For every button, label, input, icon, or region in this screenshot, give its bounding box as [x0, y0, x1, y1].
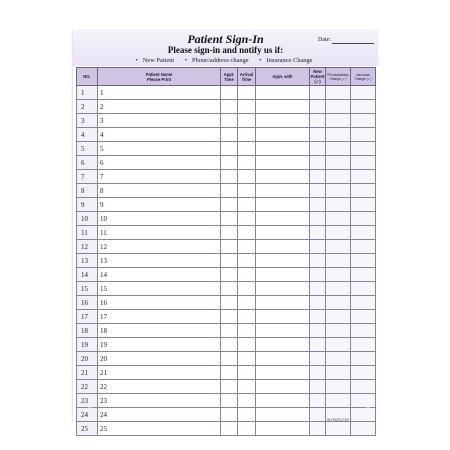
arrival-time-cell[interactable] — [238, 394, 256, 408]
appt-with-cell[interactable] — [256, 170, 310, 184]
arrival-time-cell[interactable] — [238, 408, 256, 422]
appt-time-cell[interactable] — [221, 114, 238, 128]
new-patient-check-cell[interactable] — [310, 142, 326, 156]
insurance-change-check-cell[interactable] — [351, 114, 376, 128]
new-patient-check-cell[interactable] — [310, 324, 326, 338]
appt-time-cell[interactable] — [221, 156, 238, 170]
insurance-change-check-cell[interactable] — [351, 408, 376, 422]
appt-time-cell[interactable] — [221, 310, 238, 324]
row-number: 21 — [77, 366, 98, 380]
arrival-time-cell[interactable] — [238, 114, 256, 128]
new-patient-check-cell[interactable] — [310, 128, 326, 142]
appt-time-cell[interactable] — [221, 268, 238, 282]
phone-change-check-cell[interactable] — [326, 338, 351, 352]
appt-with-cell[interactable] — [256, 198, 310, 212]
phone-change-check-cell[interactable] — [326, 310, 351, 324]
patient-name-cell[interactable]: 2 — [98, 100, 221, 114]
new-patient-check-cell[interactable] — [310, 100, 326, 114]
appt-with-cell[interactable] — [256, 254, 310, 268]
date-line — [332, 43, 374, 44]
col-header-new-patient: New Patient (✓) — [310, 69, 325, 84]
insurance-change-check-cell[interactable] — [351, 338, 376, 352]
table-row — [77, 86, 376, 100]
appt-time-cell[interactable] — [221, 170, 238, 184]
patient-name-cell[interactable]: 24 — [98, 408, 221, 422]
row-number: 19 — [77, 338, 98, 352]
appt-with-cell[interactable] — [256, 226, 310, 240]
phone-change-check-cell[interactable] — [326, 296, 351, 310]
form-title: Patient Sign-In — [187, 32, 264, 46]
arrival-time-cell[interactable] — [238, 170, 256, 184]
appt-with-cell[interactable] — [256, 324, 310, 338]
table-row — [77, 380, 376, 394]
patient-name-cell[interactable]: 18 — [98, 324, 221, 338]
appt-time-cell[interactable] — [221, 324, 238, 338]
appt-with-cell[interactable] — [256, 282, 310, 296]
row-number: 24 — [77, 408, 98, 422]
phone-change-check-cell[interactable] — [326, 142, 351, 156]
appt-with-cell[interactable] — [256, 338, 310, 352]
appt-with-cell[interactable] — [256, 184, 310, 198]
reason-list — [73, 57, 378, 64]
new-patient-check-cell[interactable] — [310, 408, 326, 422]
row-number: 20 — [77, 352, 98, 366]
new-patient-check-cell[interactable] — [310, 268, 326, 282]
insurance-change-check-cell[interactable] — [351, 352, 376, 366]
insurance-change-check-cell[interactable] — [351, 366, 376, 380]
arrival-time-cell[interactable] — [238, 352, 256, 366]
phone-change-check-cell[interactable] — [326, 324, 351, 338]
patient-name-cell[interactable]: 23 — [98, 394, 221, 408]
insurance-change-check-cell[interactable] — [351, 254, 376, 268]
arrival-time-cell[interactable] — [238, 366, 256, 380]
new-patient-check-cell[interactable] — [310, 212, 326, 226]
insurance-change-check-cell[interactable] — [351, 86, 376, 100]
table-row — [77, 296, 376, 310]
patient-name-cell[interactable]: 7 — [98, 170, 221, 184]
patient-name-cell[interactable]: 12 — [98, 240, 221, 254]
insurance-change-check-cell[interactable] — [351, 310, 376, 324]
phone-change-check-cell[interactable] — [326, 198, 351, 212]
row-number: 15 — [77, 282, 98, 296]
arrival-time-cell[interactable] — [238, 380, 256, 394]
col-header-insurance-change: Insurance Change (✓) — [351, 68, 376, 86]
new-patient-check-cell[interactable] — [310, 380, 326, 394]
appt-time-cell[interactable] — [221, 212, 238, 226]
appt-with-cell[interactable] — [256, 310, 310, 324]
col-header-no: NO. — [77, 68, 98, 86]
appt-time-cell[interactable] — [221, 240, 238, 254]
row-number: 5 — [77, 142, 98, 156]
phone-change-check-cell[interactable] — [326, 268, 351, 282]
row-number: 12 — [77, 240, 98, 254]
appt-with-cell[interactable] — [256, 268, 310, 282]
form-subtitle: Please sign-in and notify us if: — [167, 45, 284, 55]
arrival-time-cell[interactable] — [238, 212, 256, 226]
appt-time-cell[interactable] — [221, 296, 238, 310]
date-label: Date: — [318, 37, 331, 43]
arrival-time-cell[interactable] — [238, 282, 256, 296]
appt-with-cell[interactable] — [256, 380, 310, 394]
phone-change-check-cell[interactable] — [326, 170, 351, 184]
patient-name-cell[interactable]: 22 — [98, 380, 221, 394]
row-number: 9 — [77, 198, 98, 212]
patient-name-cell[interactable]: 21 — [98, 366, 221, 380]
row-number: 23 — [77, 394, 98, 408]
phone-change-check-cell[interactable] — [326, 366, 351, 380]
appt-with-cell[interactable] — [256, 114, 310, 128]
phone-change-check-cell[interactable] — [326, 184, 351, 198]
phone-change-check-cell[interactable] — [326, 240, 351, 254]
arrival-time-cell[interactable] — [238, 240, 256, 254]
bullet-icon: • — [259, 57, 262, 64]
table-row — [77, 240, 376, 254]
appt-with-cell[interactable] — [256, 240, 310, 254]
trim-mark — [88, 407, 92, 408]
row-number: 18 — [77, 324, 98, 338]
col-header-arrival-time: Arrival Time — [238, 68, 256, 86]
appt-time-cell[interactable] — [221, 184, 238, 198]
patient-name-cell[interactable]: 3 — [98, 114, 221, 128]
table-row — [77, 226, 376, 240]
trim-mark — [366, 407, 370, 408]
insurance-change-check-cell[interactable] — [351, 324, 376, 338]
arrival-time-cell[interactable] — [238, 310, 256, 324]
row-number: 2 — [77, 100, 98, 114]
arrival-time-cell[interactable] — [238, 156, 256, 170]
table-row — [77, 366, 376, 380]
form-code: W-P3025-P1R — [327, 418, 349, 422]
appt-time-cell[interactable] — [221, 226, 238, 240]
appt-time-cell[interactable] — [221, 254, 238, 268]
new-patient-check-cell[interactable] — [310, 114, 326, 128]
appt-time-cell[interactable] — [221, 282, 238, 296]
patient-name-cell[interactable]: 5 — [98, 142, 221, 156]
table-row — [77, 170, 376, 184]
patient-name-cell[interactable]: 4 — [98, 128, 221, 142]
row-number: 25 — [77, 422, 98, 436]
appt-time-cell[interactable] — [221, 366, 238, 380]
phone-change-check-cell[interactable] — [326, 282, 351, 296]
new-patient-check-cell[interactable] — [310, 296, 326, 310]
new-patient-check-cell[interactable] — [310, 86, 326, 100]
new-patient-check-cell[interactable] — [310, 170, 326, 184]
arrival-time-cell[interactable] — [238, 86, 256, 100]
new-patient-check-cell[interactable] — [310, 156, 326, 170]
patient-name-cell[interactable]: 14 — [98, 268, 221, 282]
appt-with-cell[interactable] — [256, 100, 310, 114]
insurance-change-check-cell[interactable] — [351, 170, 376, 184]
new-patient-check-cell[interactable] — [310, 184, 326, 198]
new-patient-check-cell[interactable] — [310, 394, 326, 408]
reason-item: • Insurance Change — [259, 57, 313, 64]
col-header-phone-change: Phone/address Change (✓) — [326, 68, 351, 86]
appt-with-cell[interactable] — [256, 422, 310, 436]
patient-name-cell[interactable]: 8 — [98, 184, 221, 198]
arrival-time-cell[interactable] — [238, 142, 256, 156]
sign-in-table — [76, 67, 376, 436]
bullet-icon: • — [184, 57, 188, 64]
patient-name-cell[interactable]: 9 — [98, 198, 221, 212]
appt-with-cell[interactable] — [256, 352, 310, 366]
appt-with-cell[interactable] — [256, 366, 310, 380]
patient-name-cell[interactable]: 16 — [98, 296, 221, 310]
table-row — [77, 324, 376, 338]
appt-time-cell[interactable] — [221, 380, 238, 394]
phone-change-check-cell[interactable] — [326, 422, 351, 436]
new-patient-check-cell[interactable] — [310, 198, 326, 212]
patient-name-cell[interactable]: 10 — [98, 212, 221, 226]
arrival-time-cell[interactable] — [238, 268, 256, 282]
row-number: 6 — [77, 156, 98, 170]
appt-time-cell[interactable] — [221, 142, 238, 156]
insurance-change-check-cell[interactable] — [351, 100, 376, 114]
row-number: 1 — [77, 86, 98, 100]
appt-time-cell[interactable] — [221, 86, 238, 100]
phone-change-check-cell[interactable] — [326, 128, 351, 142]
patient-name-cell[interactable]: 13 — [98, 254, 221, 268]
patient-name-cell[interactable]: 1 — [98, 86, 221, 100]
table-row — [77, 212, 376, 226]
col-header-appt-with: Appt. with — [256, 68, 310, 86]
new-patient-check-cell[interactable] — [310, 422, 326, 436]
table-row — [77, 268, 376, 282]
arrival-time-cell[interactable] — [238, 128, 256, 142]
appt-with-cell[interactable] — [256, 142, 310, 156]
table-row — [77, 156, 376, 170]
row-number: 11 — [77, 226, 98, 240]
phone-change-check-cell[interactable] — [326, 380, 351, 394]
patient-name-cell[interactable]: 25 — [98, 422, 221, 436]
patient-name-cell[interactable]: 11 — [98, 226, 221, 240]
appt-time-cell[interactable] — [221, 422, 238, 436]
arrival-time-cell[interactable] — [238, 226, 256, 240]
insurance-change-check-cell[interactable] — [351, 240, 376, 254]
row-number: 10 — [77, 212, 98, 226]
phone-change-check-cell[interactable] — [326, 86, 351, 100]
patient-name-cell[interactable]: 19 — [98, 338, 221, 352]
insurance-change-check-cell[interactable] — [351, 422, 376, 436]
phone-change-check-cell[interactable] — [326, 114, 351, 128]
insurance-change-check-cell[interactable] — [351, 198, 376, 212]
table-row — [77, 184, 376, 198]
appt-with-cell[interactable] — [256, 296, 310, 310]
insurance-change-check-cell[interactable] — [351, 184, 376, 198]
insurance-change-check-cell[interactable] — [351, 226, 376, 240]
new-patient-check-cell[interactable] — [310, 240, 326, 254]
phone-change-check-cell[interactable] — [326, 212, 351, 226]
appt-time-cell[interactable] — [221, 352, 238, 366]
reason-item: • New Patient — [135, 57, 175, 64]
phone-change-check-cell[interactable] — [326, 156, 351, 170]
phone-change-check-cell[interactable] — [326, 352, 351, 366]
new-patient-check-cell[interactable] — [310, 282, 326, 296]
col-header-appt-time: Appt. Time — [221, 68, 238, 86]
new-patient-check-cell[interactable] — [310, 254, 326, 268]
table-row — [77, 100, 376, 114]
table-row — [77, 282, 376, 296]
appt-with-cell[interactable] — [256, 128, 310, 142]
phone-change-check-cell[interactable] — [326, 394, 351, 408]
insurance-change-check-cell[interactable] — [351, 212, 376, 226]
table-row — [77, 422, 376, 436]
row-number: 7 — [77, 170, 98, 184]
table-row — [77, 338, 376, 352]
arrival-time-cell[interactable] — [238, 100, 256, 114]
patient-name-cell[interactable]: 17 — [98, 310, 221, 324]
arrival-time-cell[interactable] — [238, 198, 256, 212]
col-header-name: Patient Name Please Print — [98, 68, 221, 86]
insurance-change-check-cell[interactable] — [351, 156, 376, 170]
row-number: 22 — [77, 380, 98, 394]
row-number: 8 — [77, 184, 98, 198]
appt-time-cell[interactable] — [221, 338, 238, 352]
insurance-change-check-cell[interactable] — [351, 268, 376, 282]
phone-change-check-cell[interactable] — [326, 100, 351, 114]
insurance-change-check-cell[interactable] — [351, 282, 376, 296]
insurance-change-check-cell[interactable] — [351, 128, 376, 142]
arrival-time-cell[interactable] — [238, 324, 256, 338]
insurance-change-check-cell[interactable] — [351, 394, 376, 408]
row-number: 14 — [77, 268, 98, 282]
patient-name-cell[interactable]: 15 — [98, 282, 221, 296]
arrival-time-cell[interactable] — [238, 254, 256, 268]
bullet-icon: • — [135, 57, 138, 64]
patient-name-cell[interactable]: 6 — [98, 156, 221, 170]
row-number: 13 — [77, 254, 98, 268]
new-patient-check-cell[interactable] — [310, 338, 326, 352]
row-number: 16 — [77, 296, 98, 310]
row-number: 17 — [77, 310, 98, 324]
table-row — [77, 254, 376, 268]
insurance-change-check-cell[interactable] — [351, 380, 376, 394]
phone-change-check-cell[interactable] — [326, 254, 351, 268]
table-row — [77, 394, 376, 408]
table-row — [77, 352, 376, 366]
arrival-time-cell[interactable] — [238, 422, 256, 436]
new-patient-check-cell[interactable] — [310, 352, 326, 366]
table-row — [77, 198, 376, 212]
insurance-change-check-cell[interactable] — [351, 142, 376, 156]
new-patient-check-cell[interactable] — [310, 366, 326, 380]
table-header-row — [77, 68, 376, 86]
new-patient-check-cell[interactable] — [310, 226, 326, 240]
appt-time-cell[interactable] — [221, 100, 238, 114]
phone-change-check-cell[interactable] — [326, 226, 351, 240]
appt-time-cell[interactable] — [221, 128, 238, 142]
appt-time-cell[interactable] — [221, 394, 238, 408]
arrival-time-cell[interactable] — [238, 184, 256, 198]
appt-with-cell[interactable] — [256, 212, 310, 226]
arrival-time-cell[interactable] — [238, 338, 256, 352]
row-number: 4 — [77, 128, 98, 142]
table-row — [77, 114, 376, 128]
appt-with-cell[interactable] — [256, 394, 310, 408]
appt-with-cell[interactable] — [256, 86, 310, 100]
appt-with-cell[interactable] — [256, 408, 310, 422]
table-row — [77, 310, 376, 324]
table-row — [77, 128, 376, 142]
insurance-change-check-cell[interactable] — [351, 296, 376, 310]
appt-with-cell[interactable] — [256, 156, 310, 170]
row-number: 3 — [77, 114, 98, 128]
appt-time-cell[interactable] — [221, 408, 238, 422]
reason-item: • Phone/address change — [184, 57, 249, 64]
sign-in-form — [72, 30, 378, 433]
table-row — [77, 142, 376, 156]
new-patient-check-cell[interactable] — [310, 310, 326, 324]
appt-time-cell[interactable] — [221, 198, 238, 212]
patient-name-cell[interactable]: 20 — [98, 352, 221, 366]
arrival-time-cell[interactable] — [238, 296, 256, 310]
form-header — [73, 30, 378, 66]
